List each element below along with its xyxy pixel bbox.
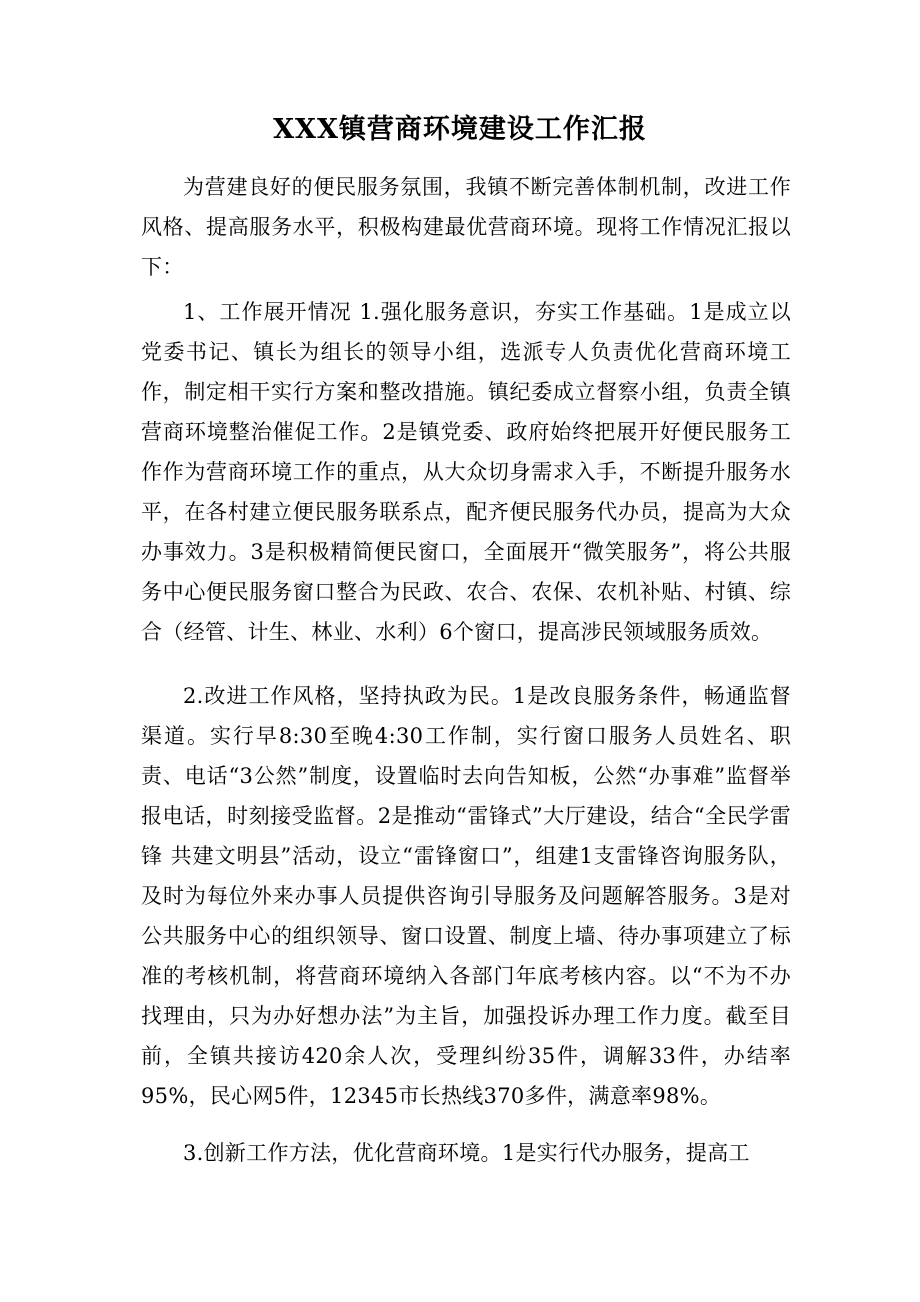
section-3-paragraph: 3.创新工作方法，优化营商环境。1是实行代办服务，提高工 <box>183 1141 750 1165</box>
section-2-paragraph: 2.改进工作风格，坚持执政为民。1是改良服务条件，畅通监督渠道。实行早8:30至晚4:30工作制，实行窗口服务人员姓名、职责、电话“3公然”制度，设置临时去向告知板，公然“办事难”监督举报电话，时刻接受监督。2是推动“雷锋式”大厅建设，结合“全民学雷锋 共建文明县”活动，设立“雷锋窗口”，组建1支雷锋咨询服务队，及时为每位外来办事人员提供咨询引导服务及问题解答服务。3是对公共服务中心的组织领导、窗口设置、制度上墙、待办事项建立了标准的考核机制，将营商环境纳入各部门年底考核内容。以“不为不办找理由，只为办好想办法”为主旨，加强投诉办理工作力度。截至目前，全镇共接访420余人次，受理纠纷35件，调解33件，办结率95%，民心网5件，12345市长热线370多件，满意率98%。 <box>141 684 791 1108</box>
document-title: XXX镇营商环境建设工作汇报 <box>273 114 647 145</box>
section-1-paragraph: 1、工作展开情况 1.强化服务意识，夯实工作基础。1是成立以党委书记、镇长为组长的领导小组，选派专人负责优化营商环境工作，制定相干实行方案和整改措施。镇纪委成立督察小组，负责全镇营商环境整治催促工作。2是镇党委、政府始终把展开好便民服务工作作为营商环境工作的重点，从大众切身需求入手，不断提升服务水平，在各村建立便民服务联系点，配齐便民服务代办员，提高为大众办事效力。3是积极精简便民窗口，全面展开“微笑服务”，将公共服务中心便民服务窗口整合为民政、农合、农保、农机补贴、村镇、综合（经管、计生、林业、水利）6个窗口，提高涉民领域服务质效。 <box>141 300 791 644</box>
intro-paragraph: 为营建良好的便民服务氛围，我镇不断完善体制机制，改进工作风格、提高服务水平，积极构建最优营商环境。现将工作情况汇报以下： <box>141 175 791 279</box>
